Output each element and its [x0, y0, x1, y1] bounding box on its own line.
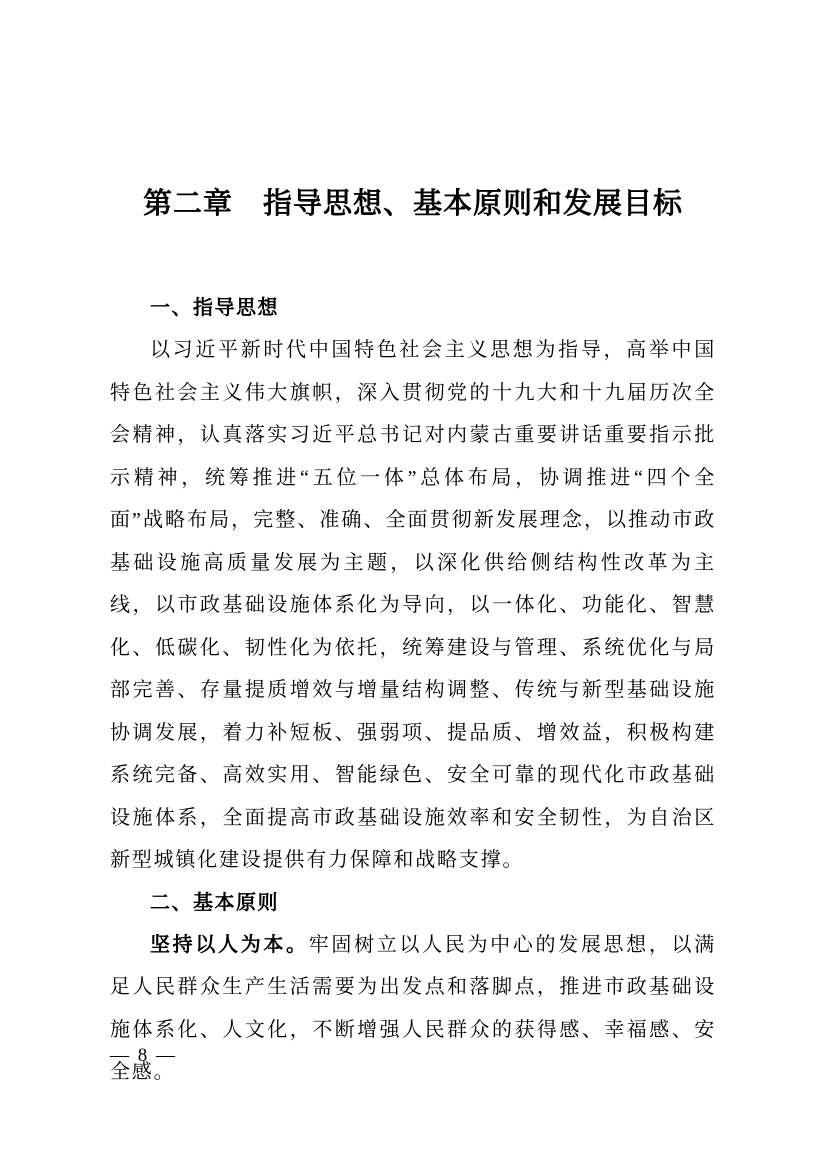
paragraph-basic-principles-text: 牢固树立以人民为中心的发展思想，以满足人民群众生产生活需要为出发点和落脚点，推进市政基础设施体系化、人文化，不断增强人民群众的获得感、幸福感、安全感。 [110, 933, 716, 1083]
section-heading-guiding-ideology: 一、指导思想 [150, 297, 279, 319]
page-number: — 8 — [110, 1045, 177, 1066]
paragraph-basic-principles-lead: 坚持以人为本。 [150, 933, 309, 956]
section-heading-basic-principles: 二、基本原则 [150, 891, 279, 914]
page-footer [110, 1045, 177, 1067]
paragraph-guiding-ideology: 以习近平新时代中国特色社会主义思想为指导，高举中国特色社会主义伟大旗帜，深入贯彻党的十九大和十九届历次全会精神，认真落实习近平总书记对内蒙古重要讲话重要指示批示精神，统筹推进“五位一体”总体布局，协调推进“四个全面”战略布局，完整、准确、全面贯彻新发展理念，以推动市政基础设施高质量发展为主题，以深化供给侧结构性改革为主线，以市政基础设施体系化为导向，以一体化、功能化、智慧化、低碳化、韧性化为依托，统筹建设与管理、系统优化与局部完善、存量提质增效与增量结构调整、传统与新型基础设施协调发展，着力补短板、强弱项、提品质、增效益，积极构建系统完备、高效实用、智能绿色、安全可靠的现代化市政基础设施体系，全面提高市政基础设施效率和安全韧性，为自治区新型城镇化建设提供有力保障和战略支撑。 [110, 339, 716, 871]
paragraph-basic-principles [110, 924, 716, 1094]
chapter-title: 第二章 指导思想、基本原则和发展目标 [142, 188, 683, 220]
